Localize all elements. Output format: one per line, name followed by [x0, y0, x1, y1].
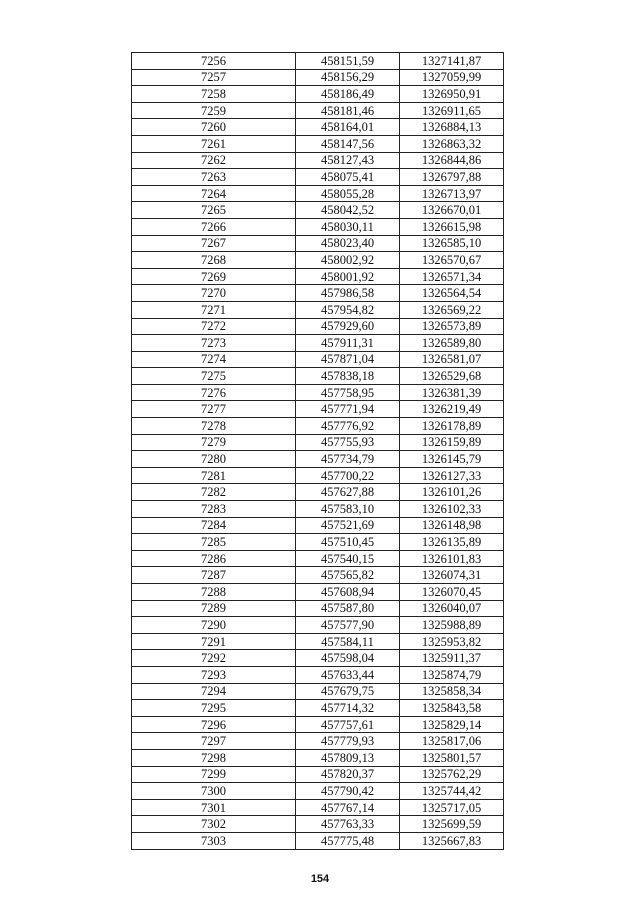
y-coordinate-cell: 1326863,32: [400, 135, 504, 152]
y-coordinate-cell: 1326569,22: [400, 301, 504, 318]
y-coordinate-cell: 1325858,34: [400, 683, 504, 700]
x-coordinate-cell: 457608,94: [296, 584, 400, 601]
table-row: [132, 700, 504, 717]
point-number-cell: 7261: [132, 135, 296, 152]
x-coordinate-cell: 457871,04: [296, 351, 400, 368]
point-number-cell: 7268: [132, 252, 296, 269]
x-coordinate-cell: 457521,69: [296, 517, 400, 534]
x-coordinate-cell: 457767,14: [296, 799, 400, 816]
table-row: [132, 86, 504, 103]
point-number-cell: 7271: [132, 301, 296, 318]
point-number-cell: 7269: [132, 268, 296, 285]
table-row: [132, 69, 504, 86]
table-row: [132, 600, 504, 617]
y-coordinate-cell: 1325911,37: [400, 650, 504, 667]
point-number-cell: 7302: [132, 816, 296, 833]
point-number-cell: 7297: [132, 733, 296, 750]
x-coordinate-cell: 457627,88: [296, 484, 400, 501]
x-coordinate-cell: 457714,32: [296, 700, 400, 717]
x-coordinate-cell: 457954,82: [296, 301, 400, 318]
x-coordinate-cell: 457838,18: [296, 368, 400, 385]
x-coordinate-cell: 457587,80: [296, 600, 400, 617]
point-number-cell: 7279: [132, 434, 296, 451]
y-coordinate-cell: 1325801,57: [400, 749, 504, 766]
y-coordinate-cell: 1326581,07: [400, 351, 504, 368]
table-row: [132, 550, 504, 567]
table-row: [132, 501, 504, 518]
table-row: [132, 335, 504, 352]
point-number-cell: 7283: [132, 501, 296, 518]
x-coordinate-cell: 457598,04: [296, 650, 400, 667]
point-number-cell: 7285: [132, 534, 296, 551]
table-row: [132, 633, 504, 650]
y-coordinate-cell: 1326381,39: [400, 384, 504, 401]
table-row: [132, 268, 504, 285]
x-coordinate-cell: 457584,11: [296, 633, 400, 650]
y-coordinate-cell: 1326070,45: [400, 584, 504, 601]
y-coordinate-cell: 1325843,58: [400, 700, 504, 717]
table-row: [132, 584, 504, 601]
y-coordinate-cell: 1326570,67: [400, 252, 504, 269]
x-coordinate-cell: 457820,37: [296, 766, 400, 783]
x-coordinate-cell: 457583,10: [296, 501, 400, 518]
y-coordinate-cell: 1326178,89: [400, 418, 504, 435]
x-coordinate-cell: 457757,61: [296, 716, 400, 733]
table-row: [132, 351, 504, 368]
point-number-cell: 7299: [132, 766, 296, 783]
point-number-cell: 7289: [132, 600, 296, 617]
y-coordinate-cell: 1326074,31: [400, 567, 504, 584]
table-row: [132, 218, 504, 235]
y-coordinate-cell: 1326573,89: [400, 318, 504, 335]
point-number-cell: 7291: [132, 633, 296, 650]
x-coordinate-cell: 457758,95: [296, 384, 400, 401]
point-number-cell: 7286: [132, 550, 296, 567]
point-number-cell: 7288: [132, 584, 296, 601]
table-row: [132, 783, 504, 800]
x-coordinate-cell: 457775,48: [296, 832, 400, 849]
y-coordinate-cell: 1326529,68: [400, 368, 504, 385]
y-coordinate-cell: 1326884,13: [400, 119, 504, 136]
x-coordinate-cell: 457809,13: [296, 749, 400, 766]
point-number-cell: 7292: [132, 650, 296, 667]
point-number-cell: 7278: [132, 418, 296, 435]
table-row: [132, 650, 504, 667]
x-coordinate-cell: 457779,93: [296, 733, 400, 750]
y-coordinate-cell: 1325667,83: [400, 832, 504, 849]
table-row: [132, 766, 504, 783]
y-coordinate-cell: 1326670,01: [400, 202, 504, 219]
x-coordinate-cell: 458181,46: [296, 102, 400, 119]
point-number-cell: 7272: [132, 318, 296, 335]
y-coordinate-cell: 1326713,97: [400, 185, 504, 202]
y-coordinate-cell: 1326571,34: [400, 268, 504, 285]
x-coordinate-cell: 458156,29: [296, 69, 400, 86]
table-row: [132, 401, 504, 418]
table-row: [132, 799, 504, 816]
y-coordinate-cell: 1326797,88: [400, 169, 504, 186]
table-row: [132, 285, 504, 302]
x-coordinate-cell: 457790,42: [296, 783, 400, 800]
point-number-cell: 7270: [132, 285, 296, 302]
point-number-cell: 7284: [132, 517, 296, 534]
point-number-cell: 7303: [132, 832, 296, 849]
point-number-cell: 7267: [132, 235, 296, 252]
point-number-cell: 7262: [132, 152, 296, 169]
x-coordinate-cell: 457734,79: [296, 451, 400, 468]
y-coordinate-cell: 1325953,82: [400, 633, 504, 650]
x-coordinate-cell: 458030,11: [296, 218, 400, 235]
x-coordinate-cell: 458001,92: [296, 268, 400, 285]
point-number-cell: 7274: [132, 351, 296, 368]
y-coordinate-cell: 1325744,42: [400, 783, 504, 800]
y-coordinate-cell: 1327141,87: [400, 53, 504, 70]
x-coordinate-cell: 458151,59: [296, 53, 400, 70]
point-number-cell: 7273: [132, 335, 296, 352]
table-row: [132, 185, 504, 202]
table-row: [132, 617, 504, 634]
point-number-cell: 7258: [132, 86, 296, 103]
table-row: [132, 384, 504, 401]
table-row: [132, 418, 504, 435]
point-number-cell: 7281: [132, 467, 296, 484]
x-coordinate-cell: 457911,31: [296, 335, 400, 352]
point-number-cell: 7259: [132, 102, 296, 119]
table-row: [132, 534, 504, 551]
x-coordinate-cell: 457771,94: [296, 401, 400, 418]
point-number-cell: 7256: [132, 53, 296, 70]
y-coordinate-cell: 1326950,91: [400, 86, 504, 103]
point-number-cell: 7282: [132, 484, 296, 501]
x-coordinate-cell: 457540,15: [296, 550, 400, 567]
point-number-cell: 7293: [132, 666, 296, 683]
table-row: [132, 152, 504, 169]
point-number-cell: 7290: [132, 617, 296, 634]
point-number-cell: 7264: [132, 185, 296, 202]
x-coordinate-cell: 458164,01: [296, 119, 400, 136]
y-coordinate-cell: 1326101,26: [400, 484, 504, 501]
y-coordinate-cell: 1325817,06: [400, 733, 504, 750]
table-row: [132, 683, 504, 700]
x-coordinate-cell: 458023,40: [296, 235, 400, 252]
table-row: [132, 467, 504, 484]
page-number: 154: [310, 873, 330, 885]
y-coordinate-cell: 1326135,89: [400, 534, 504, 551]
table-row: [132, 301, 504, 318]
x-coordinate-cell: 458042,52: [296, 202, 400, 219]
y-coordinate-cell: 1326585,10: [400, 235, 504, 252]
point-number-cell: 7265: [132, 202, 296, 219]
y-coordinate-cell: 1326844,86: [400, 152, 504, 169]
table-row: [132, 434, 504, 451]
y-coordinate-cell: 1326564,54: [400, 285, 504, 302]
point-number-cell: 7275: [132, 368, 296, 385]
x-coordinate-cell: 457763,33: [296, 816, 400, 833]
y-coordinate-cell: 1325699,59: [400, 816, 504, 833]
point-number-cell: 7257: [132, 69, 296, 86]
table-row: [132, 53, 504, 70]
table-row: [132, 102, 504, 119]
x-coordinate-cell: 457577,90: [296, 617, 400, 634]
y-coordinate-cell: 1325762,29: [400, 766, 504, 783]
y-coordinate-cell: 1325829,14: [400, 716, 504, 733]
table-row: [132, 318, 504, 335]
y-coordinate-cell: 1326589,80: [400, 335, 504, 352]
y-coordinate-cell: 1326159,89: [400, 434, 504, 451]
point-number-cell: 7263: [132, 169, 296, 186]
table-row: [132, 235, 504, 252]
y-coordinate-cell: 1325988,89: [400, 617, 504, 634]
x-coordinate-cell: 457700,22: [296, 467, 400, 484]
table-row: [132, 567, 504, 584]
x-coordinate-cell: 458055,28: [296, 185, 400, 202]
point-number-cell: 7276: [132, 384, 296, 401]
table-row: [132, 252, 504, 269]
table-row: [132, 517, 504, 534]
y-coordinate-cell: 1325717,05: [400, 799, 504, 816]
table-row: [132, 733, 504, 750]
x-coordinate-cell: 458127,43: [296, 152, 400, 169]
point-number-cell: 7294: [132, 683, 296, 700]
table-row: [132, 368, 504, 385]
table-row: [132, 451, 504, 468]
x-coordinate-cell: 457679,75: [296, 683, 400, 700]
table-row: [132, 169, 504, 186]
table-row: [132, 135, 504, 152]
point-number-cell: 7295: [132, 700, 296, 717]
y-coordinate-cell: 1326102,33: [400, 501, 504, 518]
point-number-cell: 7296: [132, 716, 296, 733]
x-coordinate-cell: 458075,41: [296, 169, 400, 186]
x-coordinate-cell: 457986,58: [296, 285, 400, 302]
table-row: [132, 716, 504, 733]
x-coordinate-cell: 457929,60: [296, 318, 400, 335]
x-coordinate-cell: 458186,49: [296, 86, 400, 103]
y-coordinate-cell: 1327059,99: [400, 69, 504, 86]
coordinates-table-body: [132, 53, 504, 850]
table-row: [132, 484, 504, 501]
y-coordinate-cell: 1326040,07: [400, 600, 504, 617]
table-row: [132, 202, 504, 219]
x-coordinate-cell: 457633,44: [296, 666, 400, 683]
x-coordinate-cell: 457755,93: [296, 434, 400, 451]
point-number-cell: 7301: [132, 799, 296, 816]
table-row: [132, 832, 504, 849]
x-coordinate-cell: 458002,92: [296, 252, 400, 269]
table-row: [132, 119, 504, 136]
point-number-cell: 7298: [132, 749, 296, 766]
y-coordinate-cell: 1326911,65: [400, 102, 504, 119]
y-coordinate-cell: 1326219,49: [400, 401, 504, 418]
y-coordinate-cell: 1326127,33: [400, 467, 504, 484]
y-coordinate-cell: 1325874,79: [400, 666, 504, 683]
x-coordinate-cell: 457510,45: [296, 534, 400, 551]
table-row: [132, 816, 504, 833]
coordinates-table: [131, 52, 504, 850]
y-coordinate-cell: 1326615,98: [400, 218, 504, 235]
x-coordinate-cell: 457776,92: [296, 418, 400, 435]
y-coordinate-cell: 1326101,83: [400, 550, 504, 567]
point-number-cell: 7277: [132, 401, 296, 418]
x-coordinate-cell: 458147,56: [296, 135, 400, 152]
y-coordinate-cell: 1326148,98: [400, 517, 504, 534]
point-number-cell: 7287: [132, 567, 296, 584]
point-number-cell: 7300: [132, 783, 296, 800]
point-number-cell: 7266: [132, 218, 296, 235]
point-number-cell: 7260: [132, 119, 296, 136]
table-row: [132, 666, 504, 683]
point-number-cell: 7280: [132, 451, 296, 468]
x-coordinate-cell: 457565,82: [296, 567, 400, 584]
y-coordinate-cell: 1326145,79: [400, 451, 504, 468]
table-row: [132, 749, 504, 766]
